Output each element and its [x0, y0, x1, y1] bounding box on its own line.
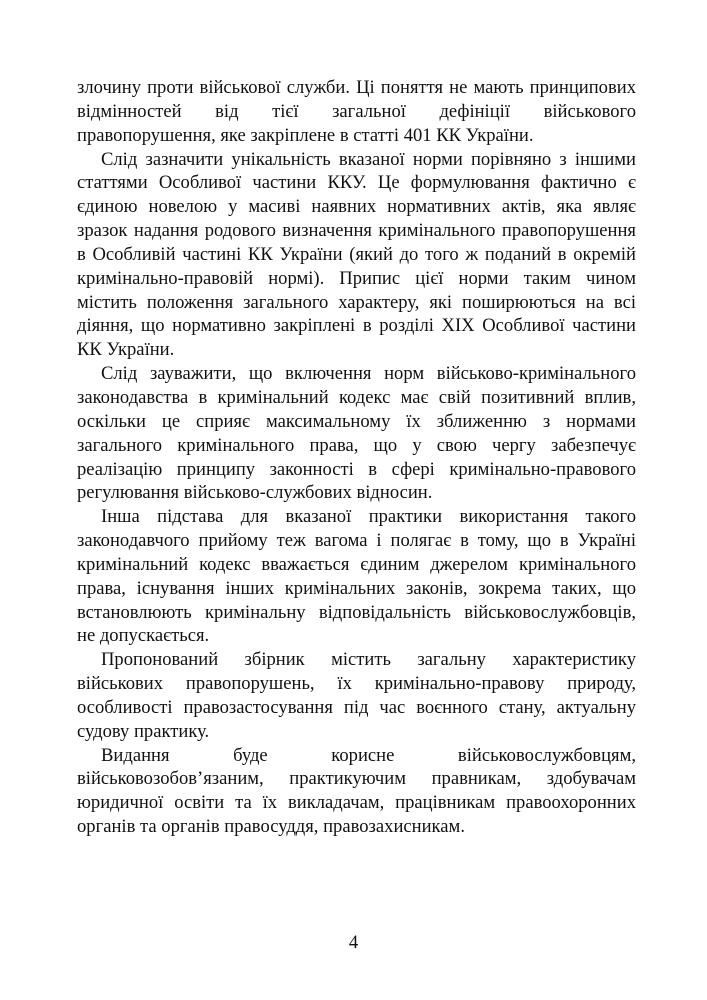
paragraph [77, 648, 636, 743]
text-line: особливості правозастосування під час воєнного стану, актуальну [77, 696, 636, 718]
text-line: Видання буде корисне військовослужбовцям, [101, 744, 636, 766]
text-line: військових правопорушень, їх кримінально-правову природу, [77, 673, 636, 695]
text-line: кримінально-правовій нормі). Припис цієї норми таким чином [77, 267, 636, 289]
text-line: регулювання військово-службових відносин. [77, 482, 433, 504]
text-line: встановлюють кримінальну відповідальність військовослужбовців, [77, 601, 636, 623]
text-line: законодавства в кримінальний кодекс має свій позитивний вплив, [77, 386, 636, 408]
text-line: Пропонований збірник містить загальну характеристику [101, 649, 636, 671]
paragraph [77, 76, 636, 148]
text-line: відмінностей від тієї загальної дефініції військового [77, 100, 636, 122]
text-line: судову практику. [77, 720, 210, 742]
text-line: злочину проти військової служби. Ці поняття не мають принципових [77, 77, 636, 98]
text-line: кримінальний кодекс вважається єдиним джерелом кримінального [77, 553, 636, 575]
text-line: КК України. [77, 339, 175, 361]
text-line: оскільки це сприяє максимальному їх зближенню з нормами [77, 410, 636, 432]
text-line: права, існування інших кримінальних законів, зокрема таких, що [77, 577, 636, 599]
text-line: зразок надання родового визначення кримінального правопорушення [77, 220, 636, 242]
text-line: Слід зауважити, що включення норм військово-кримінального [101, 363, 636, 385]
text-line: містить положення загального характеру, які поширюються на всі [77, 291, 636, 313]
text-line: юридичної освіти та їх викладачам, працівникам правоохоронних [77, 792, 636, 814]
text-line: не допускається. [77, 625, 210, 647]
text-line: військовозобов’язаним, практикуючим правникам, здобувачам [77, 768, 636, 790]
text-line: в Особливій частині КК України (який до того ж поданий в окремій [77, 243, 636, 265]
paragraph [77, 362, 636, 505]
page-body [77, 76, 636, 839]
text-line: загального кримінального права, що у свою чергу забезпечує [77, 434, 636, 456]
text-line: єдиною новелою у масиві наявних нормативних актів, яка являє [77, 196, 636, 218]
page-number: 4 [348, 932, 359, 953]
paragraph [77, 148, 636, 363]
text-line: статтями Особливої частини ККУ. Це формулювання фактично є [77, 172, 636, 194]
text-line: діяння, що нормативно закріплені в розділі XIX Особливої частини [77, 315, 636, 337]
text-line: Інша підстава для вказаної практики використання такого [101, 506, 636, 528]
text-line: реалізацію принципу законності в сфері кримінально-правового [77, 458, 636, 480]
text-line: правопорушення, яке закріплене в статті 401 КК України. [77, 124, 534, 146]
paragraph [77, 505, 636, 648]
text-line: законодавчого прийому теж вагома і полягає в тому, що в Україні [77, 530, 636, 552]
text-line: органів та органів правосуддя, правозахисникам. [77, 816, 465, 838]
text-line: Слід зазначити унікальність вказаної норми порівняно з іншими [101, 148, 636, 170]
paragraph [77, 744, 636, 839]
